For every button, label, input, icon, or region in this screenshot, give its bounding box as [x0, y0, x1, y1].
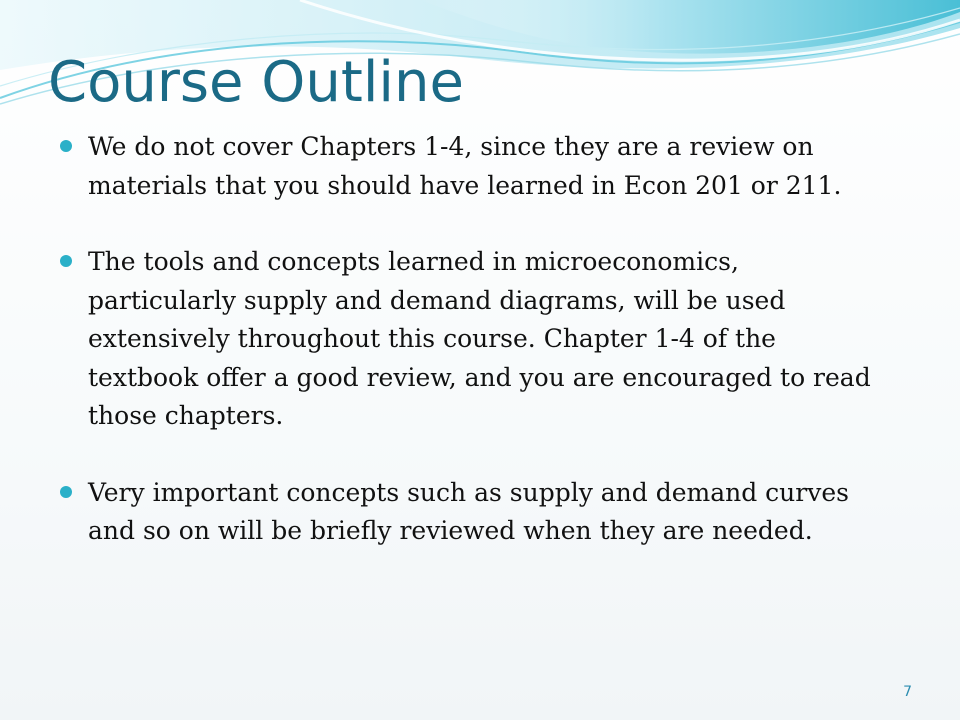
page-number: 7 — [903, 684, 912, 700]
bullet-dot-icon — [60, 486, 72, 498]
bullet-item — [60, 128, 890, 205]
bullet-text: Very important concepts such as supply and demand curves and so on will be briefly reviewed when they are needed. — [88, 477, 849, 545]
bullet-list — [60, 128, 890, 589]
bullet-text: We do not cover Chapters 1-4, since they are a review on materials that you should have learned in Econ 201 or 211. — [88, 132, 842, 200]
bullet-item — [60, 243, 890, 436]
slide-title: Course Outline — [48, 50, 464, 115]
bullet-dot-icon — [60, 255, 72, 267]
bullet-dot-icon — [60, 140, 72, 152]
bullet-item — [60, 474, 890, 551]
bullet-text: The tools and concepts learned in microeconomics, particularly supply and demand diagrams, will be used extensively throughout this course. Chapter 1-4 of the textbook offer a good review, and you are encouraged to read those chapters. — [88, 247, 871, 430]
